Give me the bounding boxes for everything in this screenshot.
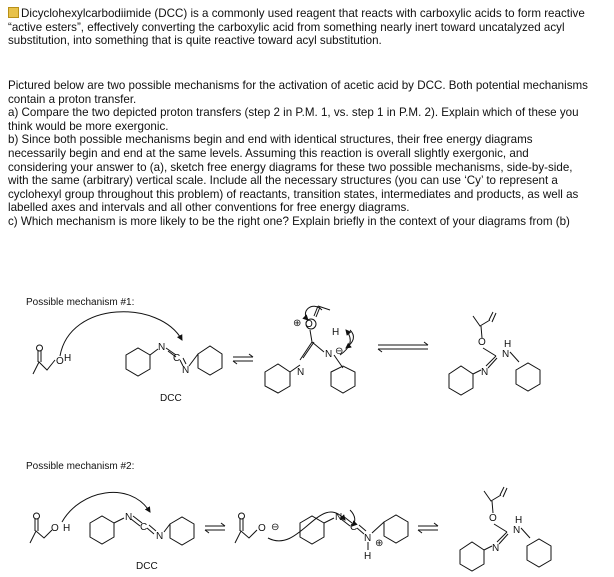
m2-carb-minus: ⊖ (271, 522, 280, 533)
question-b: b) Since both possible mechanisms begin and end with identical structures, their free energy diagrams necessarily begin and end at the same levels. Assuming this reaction is overall slightly exergonic, and considering your answer to (a), sketch free energy diagrams for these two possible mechanisms, side-by-side, with the same (arbitrary) vertical scale. Include all the necessary structures (you can use ‘Cy’ to represent a cyclohexyl group throughout this problem) of reactants, transition states, intermediates and products, as well as labelled axes and intervals and all other conventions for free energy diagrams. (8, 133, 579, 215)
m1-int-o: O (305, 319, 313, 330)
m1-acid-o: O (56, 356, 64, 367)
m2-product (460, 487, 551, 571)
m1-prod-n2: N (481, 367, 489, 378)
mechanism-1-dcc-label: DCC (160, 393, 182, 404)
m1-int-n1: N (325, 349, 333, 360)
m2-prod-n1: N (513, 525, 521, 536)
m1-dcc-n2: N (182, 365, 190, 376)
m1-product (449, 312, 540, 395)
question-lead: Pictured below are two possible mechanisms for the activation of acetic acid by DCC. Both potential mechanisms contain a proton transfer. (8, 79, 588, 106)
m2-equilibrium-2 (418, 523, 438, 533)
m2-acetic-acid (30, 513, 52, 543)
m2-acid-o: O (51, 523, 59, 534)
m1-acid-h: H (64, 353, 72, 364)
m2-cat-n1: N (335, 512, 343, 523)
m1-int-n2: N (297, 367, 305, 378)
intro-title: Dicyclohexylcarbodiimide (DCC) (21, 7, 188, 20)
m1-prod-n1: N (502, 349, 510, 360)
m2-dcc-n2: N (156, 531, 164, 542)
mechanism-1-label: Possible mechanism #1: (26, 297, 135, 308)
m1-acetic-acid (33, 345, 55, 374)
mechanism-2-label: Possible mechanism #2: (26, 461, 135, 472)
m2-dcc-c: C (140, 522, 148, 533)
m1-int-plus: ⊕ (293, 318, 302, 329)
m2-cat-h: H (364, 551, 372, 562)
m2-dcc-n1: N (125, 512, 133, 523)
m1-prod-o: O (478, 337, 486, 348)
m1-int-h: H (332, 327, 340, 338)
m2-cat-n2: N (364, 533, 372, 544)
intro-text: is a commonly used reagent that reacts with carboxylic acids to form reactive “active esters”, effectively converting the carboxylic acid from something nearly inert toward uncatalyzed acyl substitution, into something that is quite reactive toward acyl substitution. (8, 7, 585, 48)
m1-dcc-c: C (173, 353, 181, 364)
m2-cat-c: C (350, 522, 358, 533)
m1-equilibrium-1 (233, 354, 253, 364)
m1-int-minus: ⊖ (335, 346, 344, 357)
m2-equilibrium-1 (205, 523, 225, 533)
m2-prod-h: H (515, 515, 523, 526)
mechanism-2-dcc-label: DCC (136, 561, 158, 572)
m2-prod-o: O (489, 513, 497, 524)
question-c: c) Which mechanism is more likely to be the right one? Explain briefly in the context of your diagrams from (b) (8, 214, 570, 228)
m2-cat-plus: ⊕ (375, 538, 384, 549)
m2-carb-o: O (258, 523, 266, 534)
question-a: a) Compare the two depicted proton transfers (step 2 in P.M. 1, vs. step 1 in P.M. 2). Explain which of these you think would be more exergonic. (8, 106, 579, 133)
m1-prod-h: H (504, 339, 512, 350)
m1-equilibrium-2 (378, 342, 428, 352)
m2-acid-h: H (63, 523, 71, 534)
m2-prod-n2: N (492, 543, 500, 554)
m2-carboxylate (235, 513, 257, 543)
m1-dcc-n1: N (158, 342, 166, 353)
